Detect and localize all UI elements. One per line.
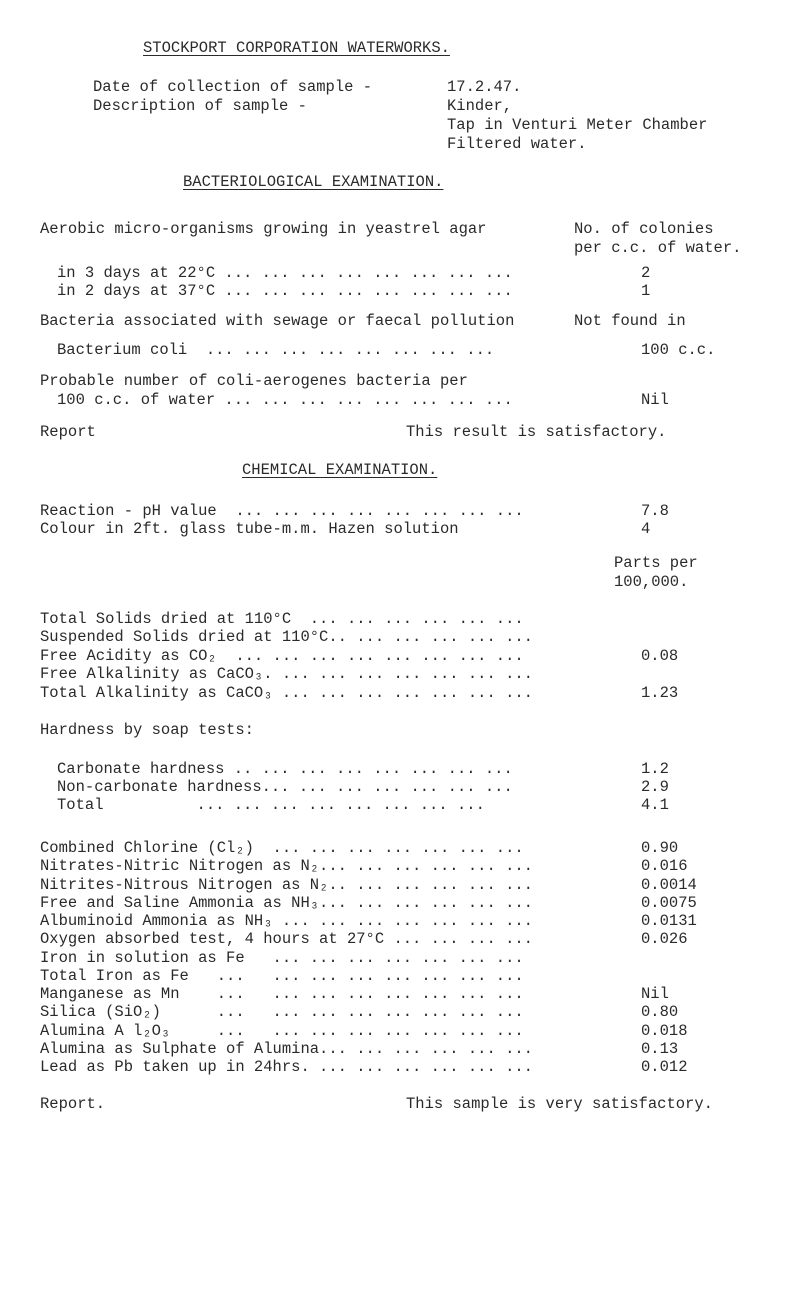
final-report-label: Report. bbox=[40, 1095, 106, 1113]
mineral-row-value: 0.016 bbox=[641, 857, 688, 875]
colour-value: 4 bbox=[641, 520, 651, 538]
solids-row-label: Free Acidity as CO₂ ... ... ... ... ... ... ... ... bbox=[40, 647, 524, 665]
mineral-row-value: 0.018 bbox=[641, 1022, 688, 1040]
hardness-row-value: 2.9 bbox=[641, 778, 669, 796]
mineral-row-label: Combined Chlorine (Cl₂) ... ... ... ... ... ... ... bbox=[40, 839, 524, 857]
solids-row-label: Total Solids dried at 110°C ... ... ... ... ... ... bbox=[40, 610, 524, 628]
coli-label: Bacterium coli ... ... ... ... ... ... ... ... bbox=[57, 341, 495, 359]
mineral-row-label: Oxygen absorbed test, 4 hours at 27°C ... ... ... ... bbox=[40, 930, 533, 948]
colonies-header-1: No. of colonies bbox=[574, 220, 714, 238]
final-report-text: This sample is very satisfactory. bbox=[406, 1095, 713, 1113]
mineral-row-value: 0.80 bbox=[641, 1003, 679, 1021]
mineral-row-value: Nil bbox=[641, 985, 669, 1003]
description-line-3: Filtered water. bbox=[447, 135, 587, 153]
probable-line-2: 100 c.c. of water ... ... ... ... ... ... ... ... bbox=[57, 391, 513, 409]
description-label: Description of sample - bbox=[93, 97, 307, 115]
ph-value: 7.8 bbox=[641, 502, 669, 520]
mineral-row-label: Iron in solution as Fe ... ... ... ... ... ... ... bbox=[40, 949, 524, 967]
colour-label: Colour in 2ft. glass tube-m.m. Hazen solution bbox=[40, 520, 459, 538]
hardness-row-value: 4.1 bbox=[641, 796, 669, 814]
parts-header-1: Parts per bbox=[614, 554, 698, 572]
report-label: Report bbox=[40, 423, 96, 441]
hardness-heading: Hardness by soap tests: bbox=[40, 721, 254, 739]
hardness-row-label: Non-carbonate hardness... ... ... ... ... ... ... bbox=[57, 778, 513, 796]
mineral-row-value: 0.90 bbox=[641, 839, 679, 857]
mineral-row-label: Lead as Pb taken up in 24hrs. ... ... ... ... ... ... bbox=[40, 1058, 533, 1076]
hardness-row-value: 1.2 bbox=[641, 760, 669, 778]
parts-header-2: 100,000. bbox=[614, 573, 689, 591]
solids-row-value: 0.08 bbox=[641, 647, 679, 665]
date-value: 17.2.47. bbox=[447, 78, 522, 96]
probable-value: Nil bbox=[641, 391, 669, 409]
aerobic-intro: Aerobic micro-organisms growing in yeastrel agar bbox=[40, 220, 487, 238]
solids-row-label: Suspended Solids dried at 110°C.. ... ... ... ... ... bbox=[40, 628, 533, 646]
solids-row-label: Free Alkalinity as CaCO₃. ... ... ... ... ... ... ... bbox=[40, 665, 533, 683]
colony-row-label: in 3 days at 22°C ... ... ... ... ... ... ... ... bbox=[57, 264, 513, 282]
mineral-row-label: Total Iron as Fe ... ... ... ... ... ... ... ... bbox=[40, 967, 524, 985]
mineral-row-label: Nitrates-Nitric Nitrogen as N₂... ... ... ... ... ... bbox=[40, 857, 533, 875]
sewage-value: Not found in bbox=[574, 312, 686, 330]
solids-row-value: 1.23 bbox=[641, 684, 679, 702]
colony-row-value: 1 bbox=[641, 282, 651, 300]
sewage-label: Bacteria associated with sewage or faecal pollution bbox=[40, 312, 515, 330]
chemical-heading: CHEMICAL EXAMINATION. bbox=[242, 461, 438, 479]
mineral-row-value: 0.13 bbox=[641, 1040, 679, 1058]
ph-label: Reaction - pH value ... ... ... ... ... ... ... ... bbox=[40, 502, 524, 520]
mineral-row-label: Albuminoid Ammonia as NH₃ ... ... ... ... ... ... ... bbox=[40, 912, 533, 930]
solids-row-label: Total Alkalinity as CaCO₃ ... ... ... ... ... ... ... bbox=[40, 684, 533, 702]
coli-value: 100 c.c. bbox=[641, 341, 716, 359]
mineral-row-label: Free and Saline Ammonia as NH₃... ... ... ... ... ... bbox=[40, 894, 533, 912]
mineral-row-label: Silica (SiO₂) ... ... ... ... ... ... ... ... bbox=[40, 1003, 524, 1021]
org-title: STOCKPORT CORPORATION WATERWORKS. bbox=[143, 39, 450, 57]
mineral-row-label: Alumina as Sulphate of Alumina... ... ... ... ... ... bbox=[40, 1040, 533, 1058]
colonies-header-2: per c.c. of water. bbox=[574, 239, 742, 257]
bacteriological-heading: BACTERIOLOGICAL EXAMINATION. bbox=[183, 173, 444, 191]
mineral-row-value: 0.026 bbox=[641, 930, 688, 948]
description-line-2: Tap in Venturi Meter Chamber bbox=[447, 116, 708, 134]
mineral-row-label: Manganese as Mn ... ... ... ... ... ... ... ... bbox=[40, 985, 524, 1003]
hardness-row-label: Total ... ... ... ... ... ... ... ... bbox=[57, 796, 485, 814]
colony-row-label: in 2 days at 37°C ... ... ... ... ... ... ... ... bbox=[57, 282, 513, 300]
report-text: This result is satisfactory. bbox=[406, 423, 667, 441]
description-line-1: Kinder, bbox=[447, 97, 513, 115]
date-label: Date of collection of sample - bbox=[93, 78, 373, 96]
colony-row-value: 2 bbox=[641, 264, 651, 282]
mineral-row-value: 0.0075 bbox=[641, 894, 697, 912]
probable-line-1: Probable number of coli-aerogenes bacteria per bbox=[40, 372, 468, 390]
mineral-row-value: 0.0014 bbox=[641, 876, 697, 894]
mineral-row-value: 0.0131 bbox=[641, 912, 697, 930]
mineral-row-label: Alumina A l₂O₃ ... ... ... ... ... ... ... ... bbox=[40, 1022, 524, 1040]
mineral-row-label: Nitrites-Nitrous Nitrogen as N₂.. ... ... ... ... ... bbox=[40, 876, 533, 894]
hardness-row-label: Carbonate hardness .. ... ... ... ... ... ... ... bbox=[57, 760, 513, 778]
mineral-row-value: 0.012 bbox=[641, 1058, 688, 1076]
